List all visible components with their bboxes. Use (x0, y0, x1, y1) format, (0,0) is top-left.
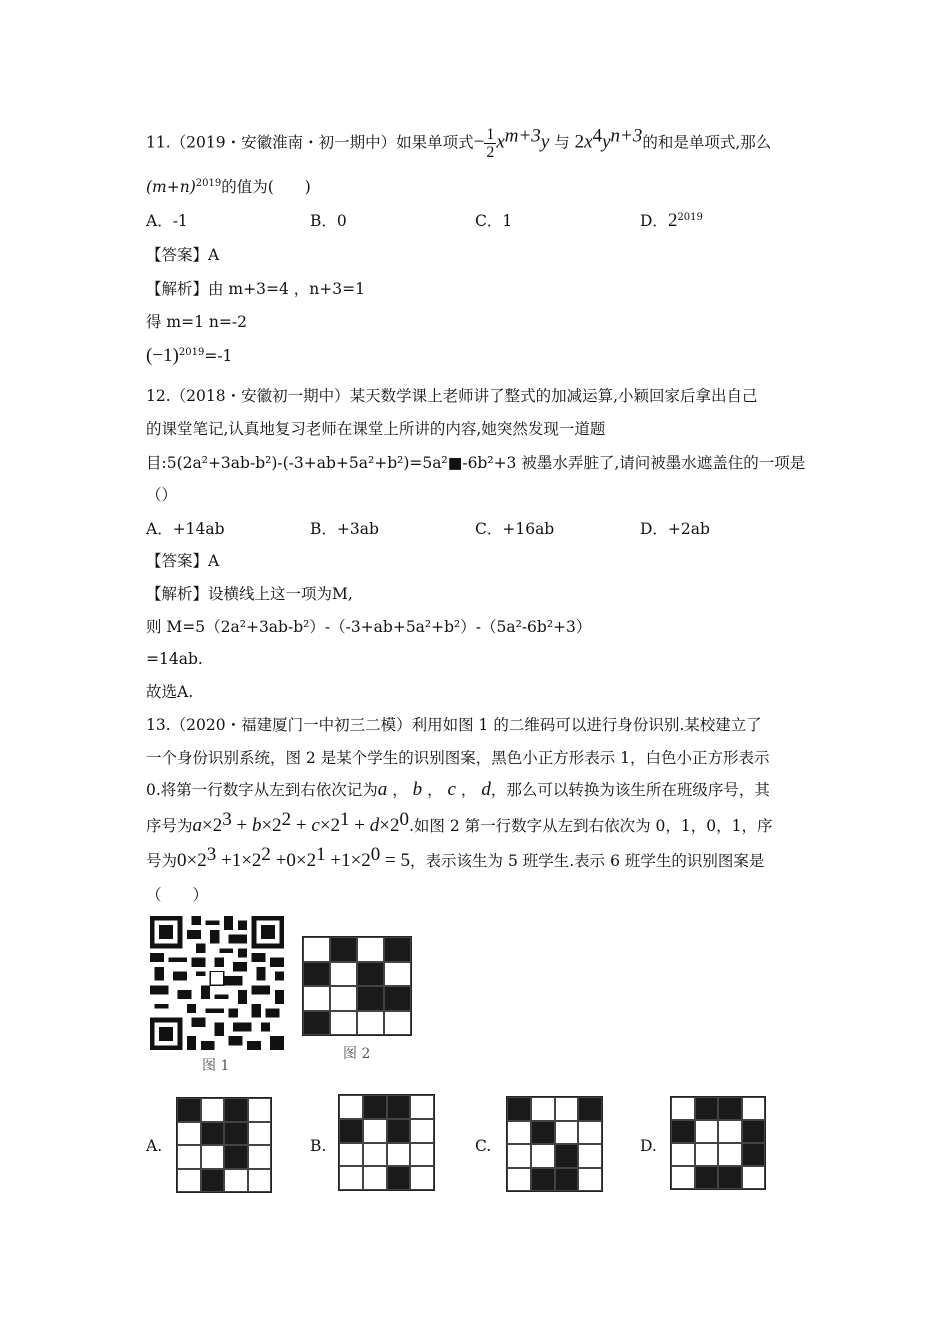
option-c-cell-3-0 (507, 1168, 531, 1192)
fig2-cell-2-0 (303, 986, 330, 1011)
q13-line4b: .如图 2 第一行数字从左到右依次为 0，1，0，1，序 (408, 817, 773, 835)
option-c-cell-2-1 (531, 1144, 555, 1168)
option-c-cell-1-3 (578, 1121, 602, 1145)
q11-option-d-sup: 2019 (677, 211, 703, 223)
fig2-cell-3-2 (357, 1011, 384, 1036)
option-c-cell-3-1 (531, 1168, 555, 1192)
option-d-cell-1-3 (742, 1120, 766, 1143)
option-a-cell-0-3 (248, 1098, 272, 1122)
q11-analysis-3: $(-1)^{2019}=-1$ (146, 345, 233, 366)
q13-option-c-label: C. (475, 1137, 492, 1155)
option-c-cell-2-0 (507, 1144, 531, 1168)
fig2-cell-3-0 (303, 1011, 330, 1036)
option-b-cell-2-1 (363, 1143, 387, 1167)
fig2-cell-0-1 (330, 937, 357, 962)
q12-option-d: D．+2ab (640, 520, 710, 538)
option-c-cell-2-3 (578, 1144, 602, 1168)
q11-option-d-label: D． (640, 212, 668, 230)
q11-analysis-2: 得 m=1 n=-2 (146, 313, 247, 331)
q12-stem-line4: （） (146, 486, 178, 504)
q13-stem-line3: 0.将第一行数字从左到右依次记为a ， b ， c ， d，那么可以转换为该生所在班级序号，其 (146, 779, 770, 800)
option-a-cell-3-1 (201, 1169, 225, 1193)
option-d-cell-0-0 (671, 1097, 695, 1120)
option-c-cell-0-3 (578, 1097, 602, 1121)
q13-option-a-grid (176, 1097, 272, 1193)
q12-option-c: C．+16ab (475, 520, 555, 538)
option-c-cell-1-1 (531, 1121, 555, 1145)
option-a-cell-3-0 (177, 1169, 201, 1193)
q13-line3b: ，那么可以转换为该生所在班级序号，其 (490, 781, 770, 799)
option-b-cell-1-3 (410, 1119, 434, 1143)
option-a-cell-3-3 (248, 1169, 272, 1193)
q11-stem-line1: 11.（2019・安徽淮南・初一期中）如果单项式− $\frac{1}{2}$ $x^{m+3}y$ 与 $2x^4y^{n+3}$的和是单项式,那么 (146, 125, 772, 161)
q11-base-sup: 2019 (195, 177, 222, 189)
option-d-cell-2-0 (671, 1143, 695, 1166)
q11-option-c: C．1 (475, 212, 513, 230)
option-c-cell-3-2 (555, 1168, 579, 1192)
option-a-cell-2-2 (224, 1145, 248, 1169)
option-b-cell-0-3 (410, 1095, 434, 1119)
option-c-cell-1-2 (555, 1121, 579, 1145)
option-c-cell-3-3 (578, 1168, 602, 1192)
q11-answer: 【答案】A (146, 246, 220, 264)
q11-fraction (484, 126, 496, 161)
q13-var-a: a (377, 779, 388, 800)
option-c-cell-1-0 (507, 1121, 531, 1145)
q12-answer: 【答案】A (146, 552, 220, 570)
option-a-cell-2-1 (201, 1145, 225, 1169)
q13-stem-line1: 13.（2020・福建厦门一中初三二模）利用如图 1 的二维码可以进行身份识别.某校建立了 (146, 716, 762, 734)
fig2-cell-3-1 (330, 1011, 357, 1036)
q13-option-c-grid (506, 1096, 603, 1192)
fig2-cell-0-2 (357, 937, 384, 962)
q13-option-b-label: B. (310, 1137, 327, 1155)
q13-stem-line4: 序号为$a\times 2^3 + b\times 2^2 + c\times 2^1 + d\times 2^0$.如图 2 第一行数字从左到右依次为 0，1，0，1，序 (146, 808, 773, 836)
q12-option-b: B．+3ab (310, 520, 379, 538)
option-a-cell-3-2 (224, 1169, 248, 1193)
option-b-cell-1-2 (387, 1119, 411, 1143)
q13-var-b: b (412, 779, 423, 800)
qr-code-figure (148, 916, 286, 1050)
option-b-cell-2-2 (387, 1143, 411, 1167)
option-b-cell-1-0 (339, 1119, 363, 1143)
fig2-caption: 图 2 (343, 1046, 371, 1062)
fig1-caption: 图 1 (202, 1058, 230, 1074)
option-a-cell-2-0 (177, 1145, 201, 1169)
q12-analysis-3: =14ab. (146, 650, 203, 668)
q11-text-after: 的和是单项式,那么 (642, 133, 772, 152)
option-a-cell-1-1 (201, 1122, 225, 1146)
q13-line3a: 0.将第一行数字从左到右依次记为 (146, 781, 378, 799)
option-b-cell-3-3 (410, 1166, 434, 1190)
option-b-cell-0-1 (363, 1095, 387, 1119)
q11-analysis-1: 【解析】由 m+3=4 ，n+3=1 (146, 280, 365, 298)
option-b-cell-2-3 (410, 1143, 434, 1167)
option-d-cell-1-0 (671, 1120, 695, 1143)
option-d-cell-0-2 (718, 1097, 742, 1120)
q12-stem-line1: 12.（2018・安徽初一期中）某天数学课上老师讲了整式的加减运算,小颖回家后拿出自己 (146, 387, 758, 405)
fig2-cell-1-2 (357, 962, 384, 987)
q12-analysis-4: 故选A. (146, 683, 194, 701)
q11-analysis3-sup: 2019 (178, 346, 205, 358)
option-b-cell-3-1 (363, 1166, 387, 1190)
option-a-cell-1-2 (224, 1122, 248, 1146)
option-d-cell-2-3 (742, 1143, 766, 1166)
q13-option-d-grid (670, 1096, 766, 1190)
option-b-cell-3-2 (387, 1166, 411, 1190)
q11-conj: 与 (554, 133, 570, 152)
option-d-cell-3-0 (671, 1166, 695, 1189)
fig2-cell-2-3 (384, 986, 411, 1011)
q13-line4a: 序号为 (146, 817, 193, 835)
option-b-cell-0-2 (387, 1095, 411, 1119)
option-c-cell-0-1 (531, 1097, 555, 1121)
q13-line5b: ，表示该生为 5 班学生.表示 6 班学生的识别图案是 (410, 852, 765, 870)
q11-option-a: A．-1 (146, 212, 188, 230)
fig2-cell-2-2 (357, 986, 384, 1011)
q11-text-before: 11.（2019・安徽淮南・初一期中）如果单项式 (146, 133, 474, 152)
q11-mono1-sup: m+3 (504, 125, 541, 147)
option-a-cell-0-2 (224, 1098, 248, 1122)
option-a-cell-0-1 (201, 1098, 225, 1122)
option-a-cell-1-3 (248, 1122, 272, 1146)
q11-mono2-supx: 4 (592, 125, 603, 147)
q11-line2-rest: 的值为( ) (221, 178, 311, 196)
q13-var-c: c (447, 779, 456, 800)
q13-option-b-grid (338, 1094, 435, 1191)
option-b-cell-1-1 (363, 1119, 387, 1143)
q11-option-d: D．$2^{2019}$ (640, 210, 703, 231)
q12-stem-line2: 的课堂笔记,认真地复习老师在课堂上所讲的内容,她突然发现一道题 (146, 420, 606, 438)
option-d-cell-0-3 (742, 1097, 766, 1120)
option-c-cell-0-0 (507, 1097, 531, 1121)
fig2-cell-1-1 (330, 962, 357, 987)
q11-frac-den: 2 (486, 144, 495, 161)
fig2-cell-1-0 (303, 962, 330, 987)
option-b-cell-3-0 (339, 1166, 363, 1190)
fig2-cell-0-3 (384, 937, 411, 962)
q11-base: (m+n) (146, 178, 196, 196)
q11-frac-num: 1 (486, 126, 495, 143)
q13-option-d-label: D. (640, 1137, 657, 1155)
q13-line5a: 号为 (146, 852, 178, 870)
fig2-cell-3-3 (384, 1011, 411, 1036)
option-d-cell-1-1 (695, 1120, 719, 1143)
q12-option-a: A．+14ab (146, 520, 225, 538)
fig2-cell-2-1 (330, 986, 357, 1011)
option-a-cell-2-3 (248, 1145, 272, 1169)
option-c-cell-2-2 (555, 1144, 579, 1168)
q13-stem-line2: 一个身份识别系统，图 2 是某个学生的识别图案，黑色小正方形表示 1，白色小正方形表示 (146, 749, 770, 767)
q11-option-b: B．0 (310, 212, 347, 230)
option-d-cell-2-1 (695, 1143, 719, 1166)
option-b-cell-2-0 (339, 1143, 363, 1167)
q12-stem-line3: 目:5(2a²+3ab-b²)-(-3+ab+5a²+b²)=5a²■-6b²+3 被墨水弄脏了,请问被墨水遮盖住的一项是 (146, 454, 806, 472)
q11-stem-line2 (146, 176, 311, 198)
q13-option-a-label: A. (146, 1137, 163, 1155)
option-d-cell-1-2 (718, 1120, 742, 1143)
option-d-cell-2-2 (718, 1143, 742, 1166)
option-a-cell-0-0 (177, 1098, 201, 1122)
q11-analysis3-rest: =-1 (204, 347, 233, 365)
option-a-cell-1-0 (177, 1122, 201, 1146)
option-c-cell-0-2 (555, 1097, 579, 1121)
fig2-cell-1-3 (384, 962, 411, 987)
q13-var-d: d (481, 779, 491, 800)
q12-analysis-2: 则 M=5（2a²+3ab-b²）-（-3+ab+5a²+b²）-（5a²-6b²+3） (146, 618, 592, 636)
q13-stem-line5: 号为$0\times 2^3 +1\times 2^2 +0\times 2^1 +1\times 2^0 = 5$，表示该生为 5 班学生.表示 6 班学生的识别图案是 (146, 843, 765, 871)
q13-stem-line6: （ ） (146, 886, 209, 904)
option-b-cell-0-0 (339, 1095, 363, 1119)
q12-analysis-1: 【解析】设横线上这一项为M, (146, 585, 353, 603)
option-d-cell-3-3 (742, 1166, 766, 1189)
option-d-cell-3-2 (718, 1166, 742, 1189)
option-d-cell-0-1 (695, 1097, 719, 1120)
q11-mono2-supy: n+3 (610, 125, 643, 147)
fig2-grid (302, 936, 412, 1036)
fig2-cell-0-0 (303, 937, 330, 962)
option-d-cell-3-1 (695, 1166, 719, 1189)
